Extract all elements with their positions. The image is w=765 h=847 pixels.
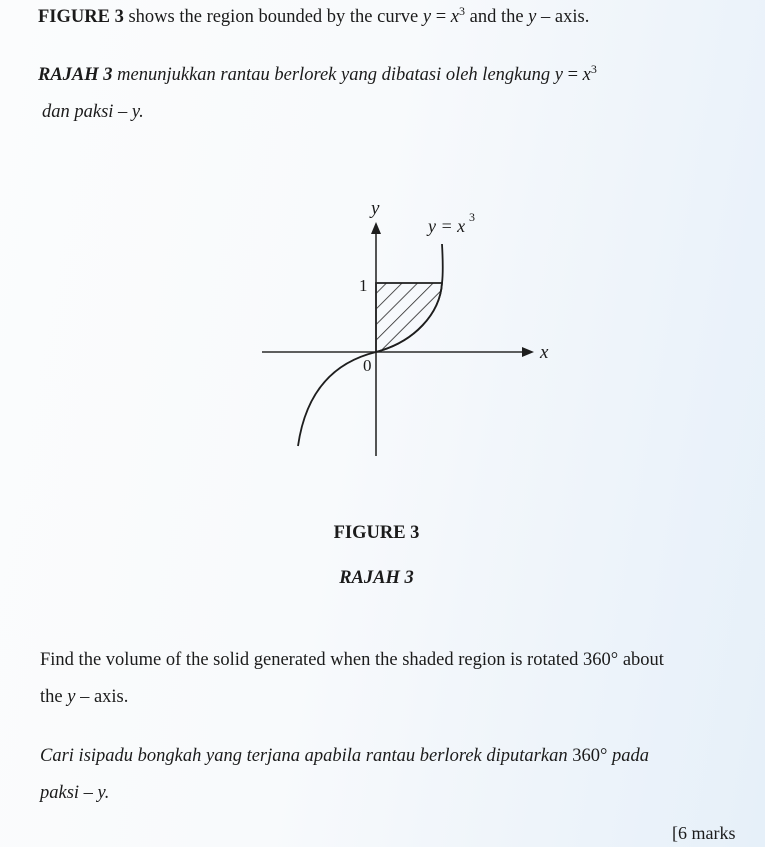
intro-axis: y: [528, 7, 537, 27]
question-malay-text-end: pada: [607, 746, 649, 766]
equation-exponent: 3: [458, 4, 465, 18]
question-malay-line1: [40, 745, 649, 767]
question-malay-angle: 360°: [572, 746, 608, 766]
equation-lhs: y: [422, 7, 432, 27]
intro-axis-suffix: – axis.: [536, 7, 590, 27]
question-axis: y: [67, 687, 76, 707]
malay-equation-lhs: y: [554, 65, 563, 85]
question-line2-post: – axis.: [75, 687, 129, 707]
question-angle: 360°: [583, 650, 619, 670]
curve-label-exponent: 3: [469, 210, 475, 224]
marks-label: [672, 822, 735, 844]
malay-equation-equals: =: [562, 65, 583, 85]
intro-text: shows the region bounded by the curve: [123, 7, 423, 27]
y-axis-arrow: [371, 222, 381, 234]
marks-text: [6 marks: [672, 823, 736, 843]
figure-label: FIGURE 3: [38, 7, 124, 27]
question-line2-pre: the: [40, 687, 68, 707]
question-text-end: about: [618, 650, 664, 670]
malay-equation-base: x: [582, 65, 591, 85]
question-text: Find the volume of the solid generated when the shaded region is rotated: [40, 650, 584, 670]
question-malay-text: Cari isipadu bongkah yang terjana apabila rantau berlorek diputarkan: [40, 746, 573, 766]
x-axis-label: x: [540, 342, 549, 363]
curve-label: y = x: [428, 216, 466, 236]
caption-rajah: RAJAH 3: [339, 568, 414, 588]
equation-base: x: [450, 7, 459, 27]
intro-malay-line2: dan paksi – y.: [42, 102, 144, 122]
question-english-line1: [40, 649, 664, 671]
curve-y-equals-x-cubed: [298, 244, 443, 446]
shaded-region: [376, 283, 442, 352]
intro-malay-text: menunjukkan rantau berlorek yang dibatasi oleh lengkung: [112, 65, 555, 85]
malay-equation-exponent: 3: [590, 62, 597, 76]
x-axis-arrow: [522, 347, 534, 357]
question-english-line2: [40, 686, 128, 708]
y-axis-label: y: [371, 198, 380, 219]
origin-label: 0: [363, 356, 372, 375]
question-malay-line2: paksi – y.: [40, 783, 110, 803]
intro-text-2: and the: [464, 7, 529, 27]
equation-equals: =: [431, 7, 451, 27]
caption-figure: FIGURE 3: [333, 523, 420, 543]
rajah-label: RAJAH 3: [38, 65, 113, 85]
tick-label-one: 1: [359, 276, 368, 295]
